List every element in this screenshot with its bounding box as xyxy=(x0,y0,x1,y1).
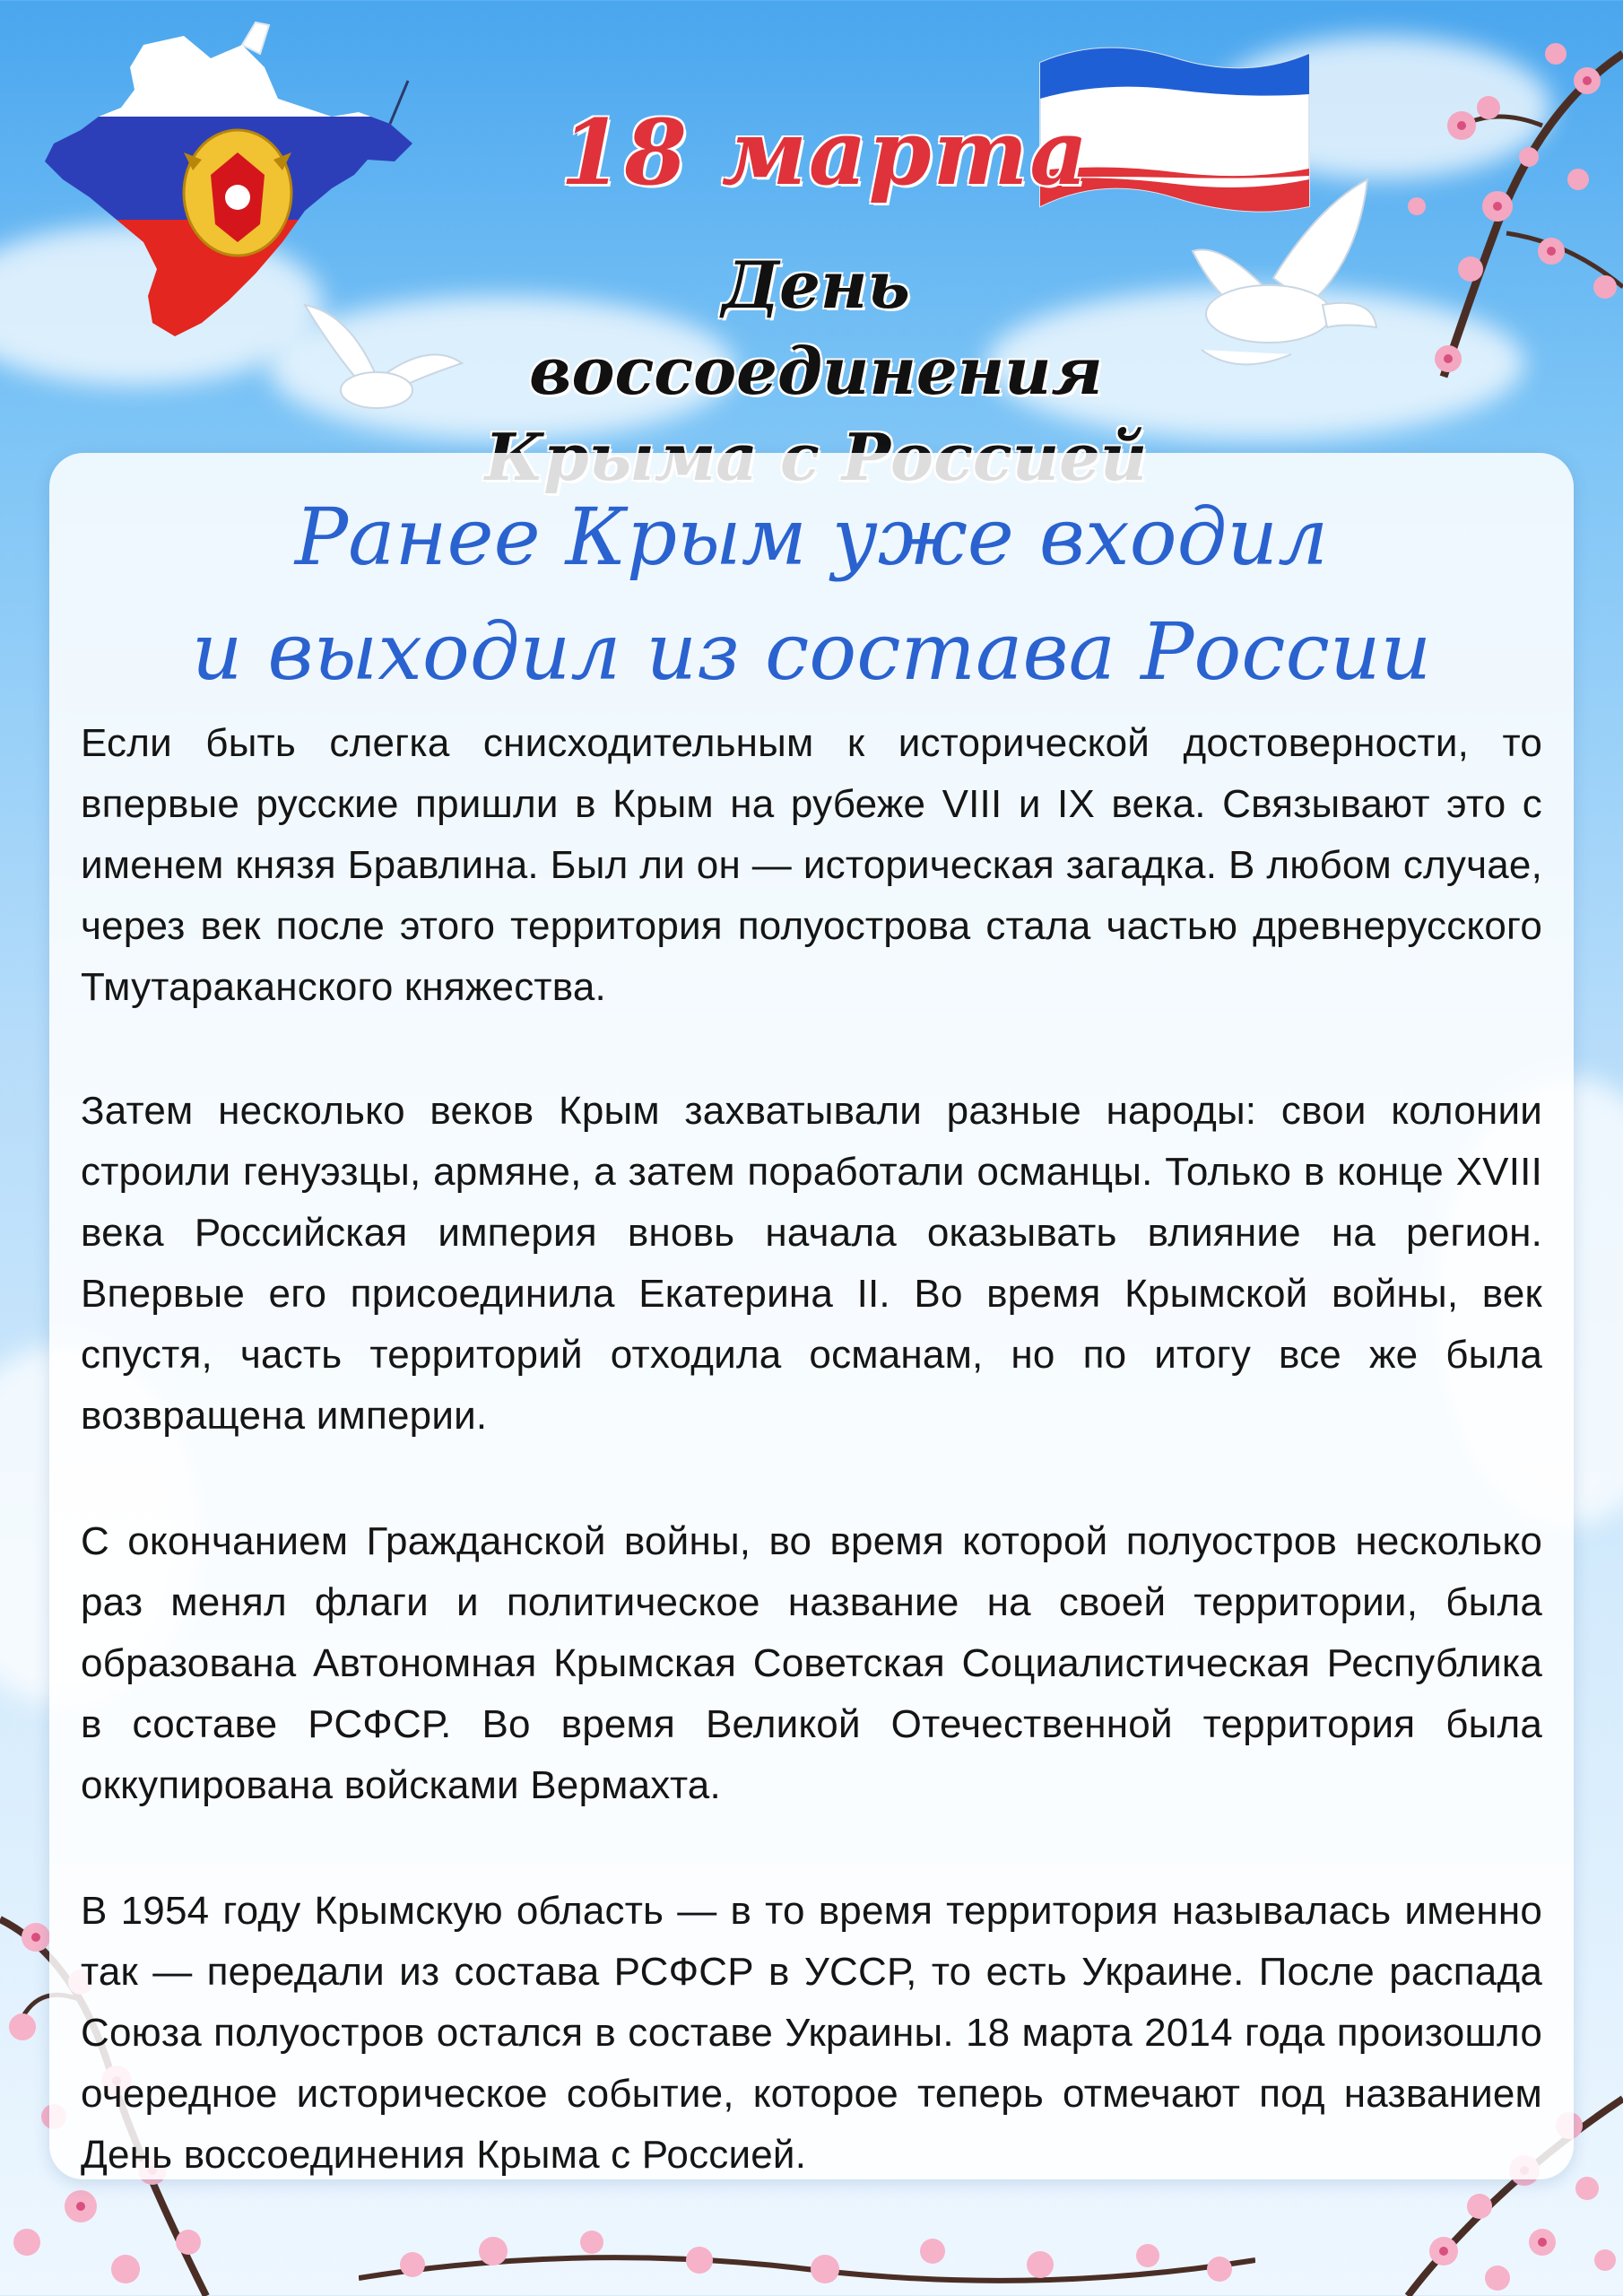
coat-of-arms-icon xyxy=(184,130,291,256)
poster-header xyxy=(0,0,1623,448)
paragraph: В 1954 году Крымскую область — в то время территория называлась именно так — передали из состава РСФСР в УССР, то есть Украине. После распада Союза полуостров остался в составе Украины. 18 марта 2014 года произошло очередное историческое событие, которое теперь отмечают под названием День воссоединения Крыма с Россией. xyxy=(81,1889,1542,2177)
holiday-title-line: День воссоединения xyxy=(529,247,1103,409)
section-heading-line: Ранее Крым уже входил xyxy=(294,491,1329,583)
paragraph: Затем несколько веков Крым захватывали разные народы: свои колонии строили генуэзцы, армяне, а затем поработали османцы. Только в конце XVIII века Российская империя вновь начала оказывать влияние на регион. Впервые его присоединила Екатерина II. Во время Крымской войны, век спустя, часть территорий отходила османам, но по итогу все же была возвращена империи. xyxy=(81,1089,1542,1438)
dove-icon xyxy=(296,296,466,430)
section-heading-line: и выходил из состава России xyxy=(191,605,1432,698)
dove-icon xyxy=(1166,170,1381,404)
paragraph: С окончанием Гражданской войны, во время которой полуостров несколько раз менял флаги и политическое название на своей территории, была образована Автономная Крымская Советская Социалистическая Республика в составе РСФСР. Во время Великой Отечественной территория была оккупирована войсками Вермахта. xyxy=(81,1519,1542,1807)
paragraph: Если быть слегка снисходительным к исторической достоверности, то впервые русские пришли в Крым на рубеже VIII и IX века. Связывают это с именем князя Бравлина. Был ли он — историческая загадка. В любом случае, через век после этого территория полуострова стала частью древнерусского Тмутараканского княжества. xyxy=(81,721,1542,1009)
cherry-blossom-branch-icon xyxy=(359,2188,1255,2296)
date-title: 18 марта xyxy=(560,100,1090,205)
cherry-blossom-branch-icon xyxy=(1363,0,1623,466)
section-heading xyxy=(49,480,1574,709)
content-card xyxy=(49,453,1574,2179)
